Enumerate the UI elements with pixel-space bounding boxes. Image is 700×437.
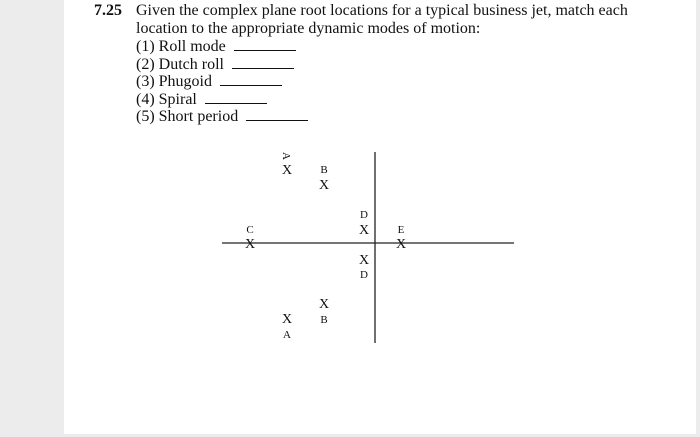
root-d-lower-marker: X bbox=[358, 253, 370, 268]
option-label: (4) Spiral bbox=[136, 90, 197, 108]
root-c-label: C bbox=[246, 224, 254, 236]
root-b-upper-marker: X bbox=[318, 178, 330, 193]
root-e-marker: X bbox=[395, 237, 407, 252]
root-d-lower-label: D bbox=[360, 269, 368, 281]
problem-prompt: Given the complex plane root locations for a typical business jet, match each location to the appropriate dynamic modes of motion: bbox=[136, 2, 628, 37]
root-a-lower-label: A bbox=[283, 329, 291, 341]
root-d-upper-label: D bbox=[360, 209, 368, 221]
root-b-lower-marker: X bbox=[318, 297, 330, 312]
root-c-marker: X bbox=[244, 237, 256, 252]
root-a-lower-marker: X bbox=[281, 312, 293, 327]
option-label: (2) Dutch roll bbox=[136, 55, 224, 73]
problem-number: 7.25 bbox=[94, 2, 122, 19]
root-b-upper-label: B bbox=[320, 164, 328, 176]
root-e-label: E bbox=[397, 224, 405, 236]
root-a-upper-label: A bbox=[280, 152, 292, 160]
option-label: (3) Phugoid bbox=[136, 73, 212, 90]
root-d-upper-marker: X bbox=[358, 223, 370, 238]
option-label: (5) Short period bbox=[136, 108, 239, 125]
root-a-upper-marker: X bbox=[281, 163, 293, 178]
root-b-lower-label: B bbox=[320, 314, 328, 326]
option-label: (1) Roll mode bbox=[136, 38, 226, 55]
